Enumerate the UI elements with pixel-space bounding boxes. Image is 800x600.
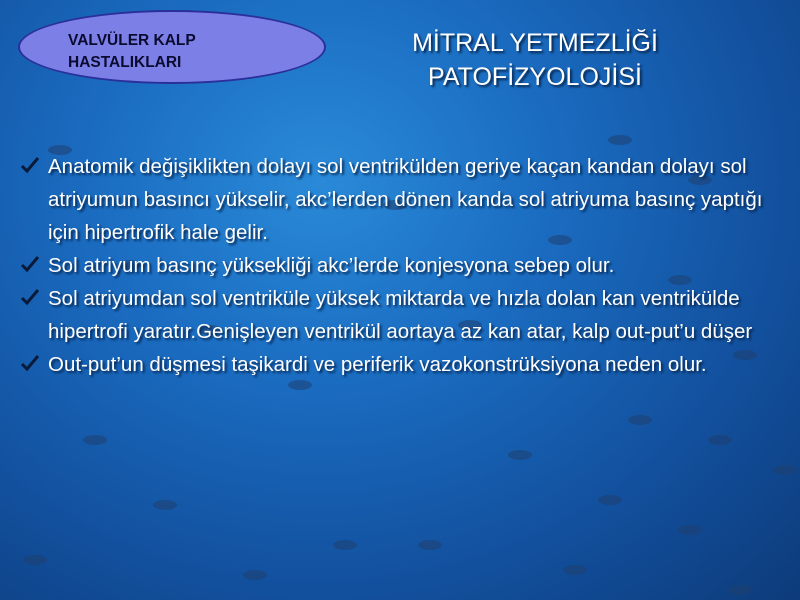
bullet-item (20, 150, 780, 249)
bullet-text: Out-put’un düşmesi taşikardi ve periferik vazokonstrüksiyona neden olur. (48, 353, 707, 376)
bullet-text: Sol atriyumdan sol ventriküle yüksek miktarda ve hızla dolan kan ventrikülde hipertrofi yaratır.Genişleyen ventrikül aortaya az kan atar, kalp out-put’u düşer (48, 287, 753, 343)
background-dot (728, 585, 752, 595)
background-dot (563, 565, 587, 575)
bullet-text: Sol atriyum basınç yüksekliği akc’lerde konjesyona sebep olur. (48, 254, 615, 277)
background-dot (678, 525, 702, 535)
category-badge-label: VALVÜLER KALP HASTALIKLARI (68, 32, 196, 71)
slide-title-line-1: MİTRAL YETMEZLİĞİ (412, 29, 658, 57)
slide-title-line-2: PATOFİZYOLOJİSİ (428, 63, 642, 91)
bullet-text: Anatomik değişiklikten dolayı sol ventrikülden geriye kaçan kandan dolayı sol atriyumun basıncı yükselir, akc’lerden dönen kanda sol atriyuma basınç yaptığı için hipertrofik hale gelir. (48, 155, 763, 244)
checkmark-icon (20, 287, 40, 307)
background-dot (508, 450, 532, 460)
background-dot (598, 495, 622, 505)
bullet-item (20, 282, 780, 348)
background-dot (83, 435, 107, 445)
background-dot (243, 570, 267, 580)
background-dot (708, 435, 732, 445)
checkmark-icon (20, 254, 40, 274)
background-dot (773, 465, 797, 475)
slide-title (350, 26, 720, 94)
background-dot (333, 540, 357, 550)
checkmark-icon (20, 353, 40, 373)
background-dot (23, 555, 47, 565)
bullet-list (20, 150, 780, 381)
background-dot (608, 135, 632, 145)
background-dot (628, 415, 652, 425)
background-dot (153, 500, 177, 510)
background-dot (418, 540, 442, 550)
bullet-item (20, 249, 780, 282)
background-dot (288, 380, 312, 390)
bullet-item (20, 348, 780, 381)
checkmark-icon (20, 155, 40, 175)
